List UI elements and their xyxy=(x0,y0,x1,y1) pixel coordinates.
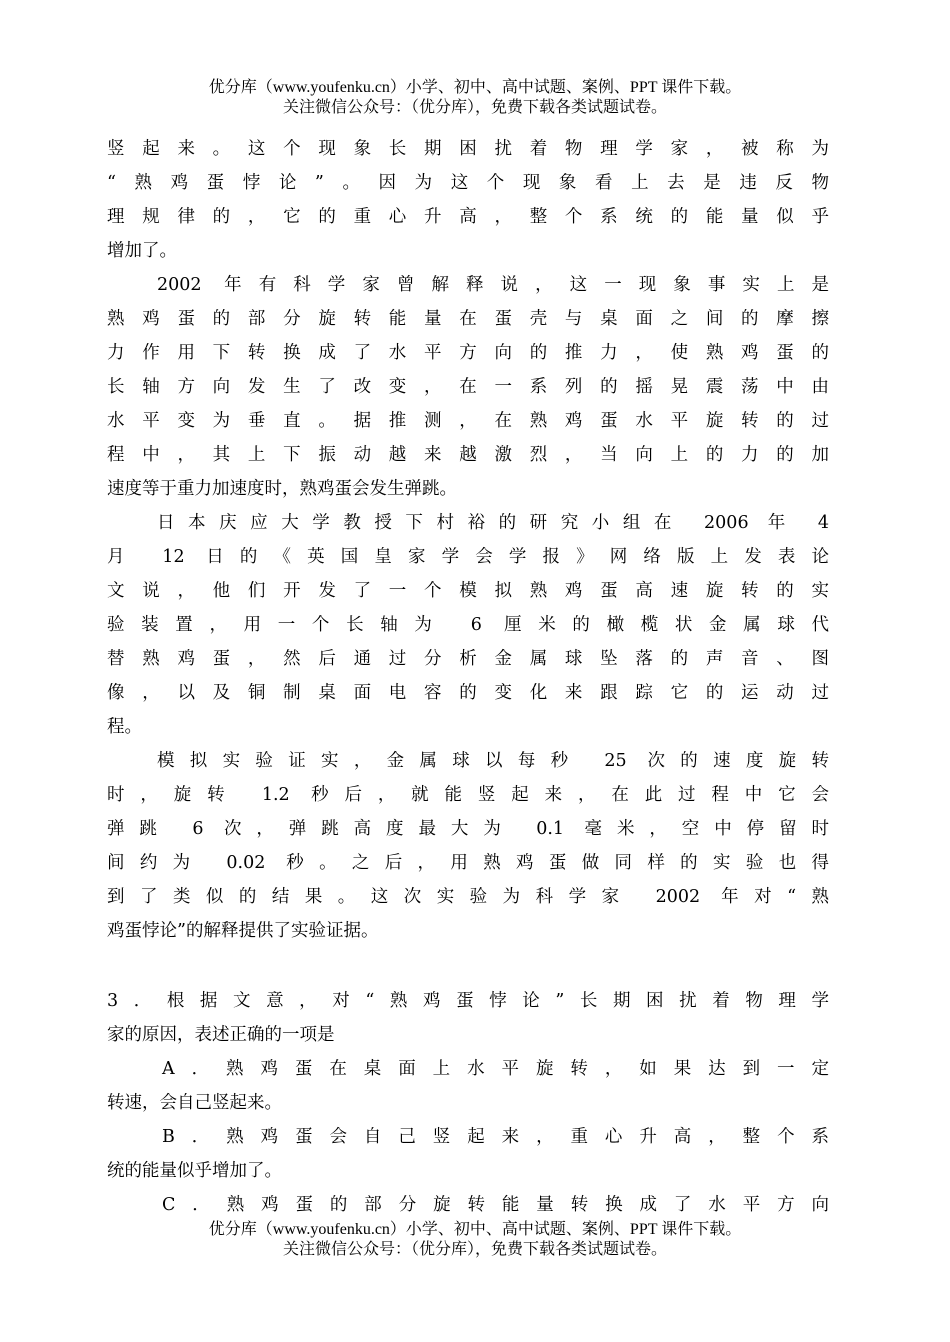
header-line-1: 优分库（www.youfenku.cn）小学、初中、高中试题、案例、PPT 课件下载。 xyxy=(208,79,742,96)
option-c xyxy=(107,1188,829,1222)
header-line-2: 关注微信公众号：（优分库），免费下载各类试题试卷。 xyxy=(282,99,667,116)
text-line: 力作用下转换成了水平方向的推力，使熟鸡蛋的 xyxy=(107,343,829,363)
text-line: 程中，其上下振动越来越激烈，当向上的力的加 xyxy=(107,445,829,465)
section-gap xyxy=(107,948,829,984)
option-b xyxy=(107,1120,829,1188)
question-3 xyxy=(107,984,829,1222)
text-line: 竖起来。这个现象长期困扰着物理学家，被称为 xyxy=(107,139,829,159)
text-line: 鸡蛋悖论”的解释提供了实验证据。 xyxy=(107,921,379,941)
text-line: 文说，他们开发了一个模拟熟鸡蛋高速旋转的实 xyxy=(107,581,829,601)
option-a xyxy=(107,1052,829,1120)
text-line: 熟鸡蛋的部分旋转能量在蛋壳与桌面之间的摩擦 xyxy=(107,309,829,329)
text-line: 间约为 0.02 秒。之后，用熟鸡蛋做同样的实验也得 xyxy=(107,853,829,873)
text-line: 日本庆应大学教授下村裕的研究小组在 2006 年 4 xyxy=(157,513,829,533)
question-stem-line: 3．根据文意，对“熟鸡蛋悖论”长期困扰着物理学 xyxy=(107,991,829,1011)
text-line: 到了类似的结果。这次实验为科学家 2002 年对“熟 xyxy=(107,887,829,907)
text-line: 弹跳 6 次，弹跳高度最大为 0.1 毫米，空中停留时 xyxy=(107,819,829,839)
text-line: 速度等于重力加速度时，熟鸡蛋会发生弹跳。 xyxy=(107,479,457,499)
text-line: 理规律的，它的重心升高，整个系统的能量似乎 xyxy=(107,207,829,227)
text-line: 替熟鸡蛋，然后通过分析金属球坠落的声音、图 xyxy=(107,649,829,669)
question-stem-line: 家的原因，表述正确的一项是 xyxy=(107,1025,335,1045)
option-line: 转速，会自己竖起来。 xyxy=(107,1093,282,1113)
text-line: 时，旋转 1.2 秒后，就能竖起来，在此过程中它会 xyxy=(107,785,829,805)
text-line: 验装置，用一个长轴为 6 厘米的橄榄状金属球代 xyxy=(107,615,829,635)
text-line: 增加了。 xyxy=(107,241,177,261)
footer-line-2: 关注微信公众号：（优分库），免费下载各类试题试卷。 xyxy=(282,1241,667,1258)
article-body xyxy=(107,132,829,1222)
text-line: 长轴方向发生了改变，在一系列的摇晃震荡中由 xyxy=(107,377,829,397)
option-line: A．熟鸡蛋在桌面上水平旋转，如果达到一定 xyxy=(162,1059,829,1079)
text-line: 程。 xyxy=(107,717,142,737)
option-line: C．熟鸡蛋的部分旋转能量转换成了水平方向 xyxy=(162,1195,829,1215)
text-line: “熟鸡蛋悖论”。因为这个现象看上去是违反物 xyxy=(107,173,829,193)
paragraph-1 xyxy=(107,132,829,268)
paragraph-3 xyxy=(107,506,829,744)
paragraph-4 xyxy=(107,744,829,948)
text-line: 水平变为垂直。据推测，在熟鸡蛋水平旋转的过 xyxy=(107,411,829,431)
footer-line-1: 优分库（www.youfenku.cn）小学、初中、高中试题、案例、PPT 课件下载。 xyxy=(208,1221,742,1238)
text-line: 月 12 日的《英国皇家学会学报》网络版上发表论 xyxy=(107,547,829,567)
text-line: 像，以及铜制桌面电容的变化来跟踪它的运动过 xyxy=(107,683,829,703)
option-line: 统的能量似乎增加了。 xyxy=(107,1161,282,1181)
text-line: 2002 年有科学家曾解释说，这一现象事实上是 xyxy=(157,275,829,295)
option-line: B．熟鸡蛋会自己竖起来，重心升高，整个系 xyxy=(162,1127,829,1147)
paragraph-2 xyxy=(107,268,829,506)
text-line: 模拟实验证实，金属球以每秒 25 次的速度旋转 xyxy=(157,751,829,771)
